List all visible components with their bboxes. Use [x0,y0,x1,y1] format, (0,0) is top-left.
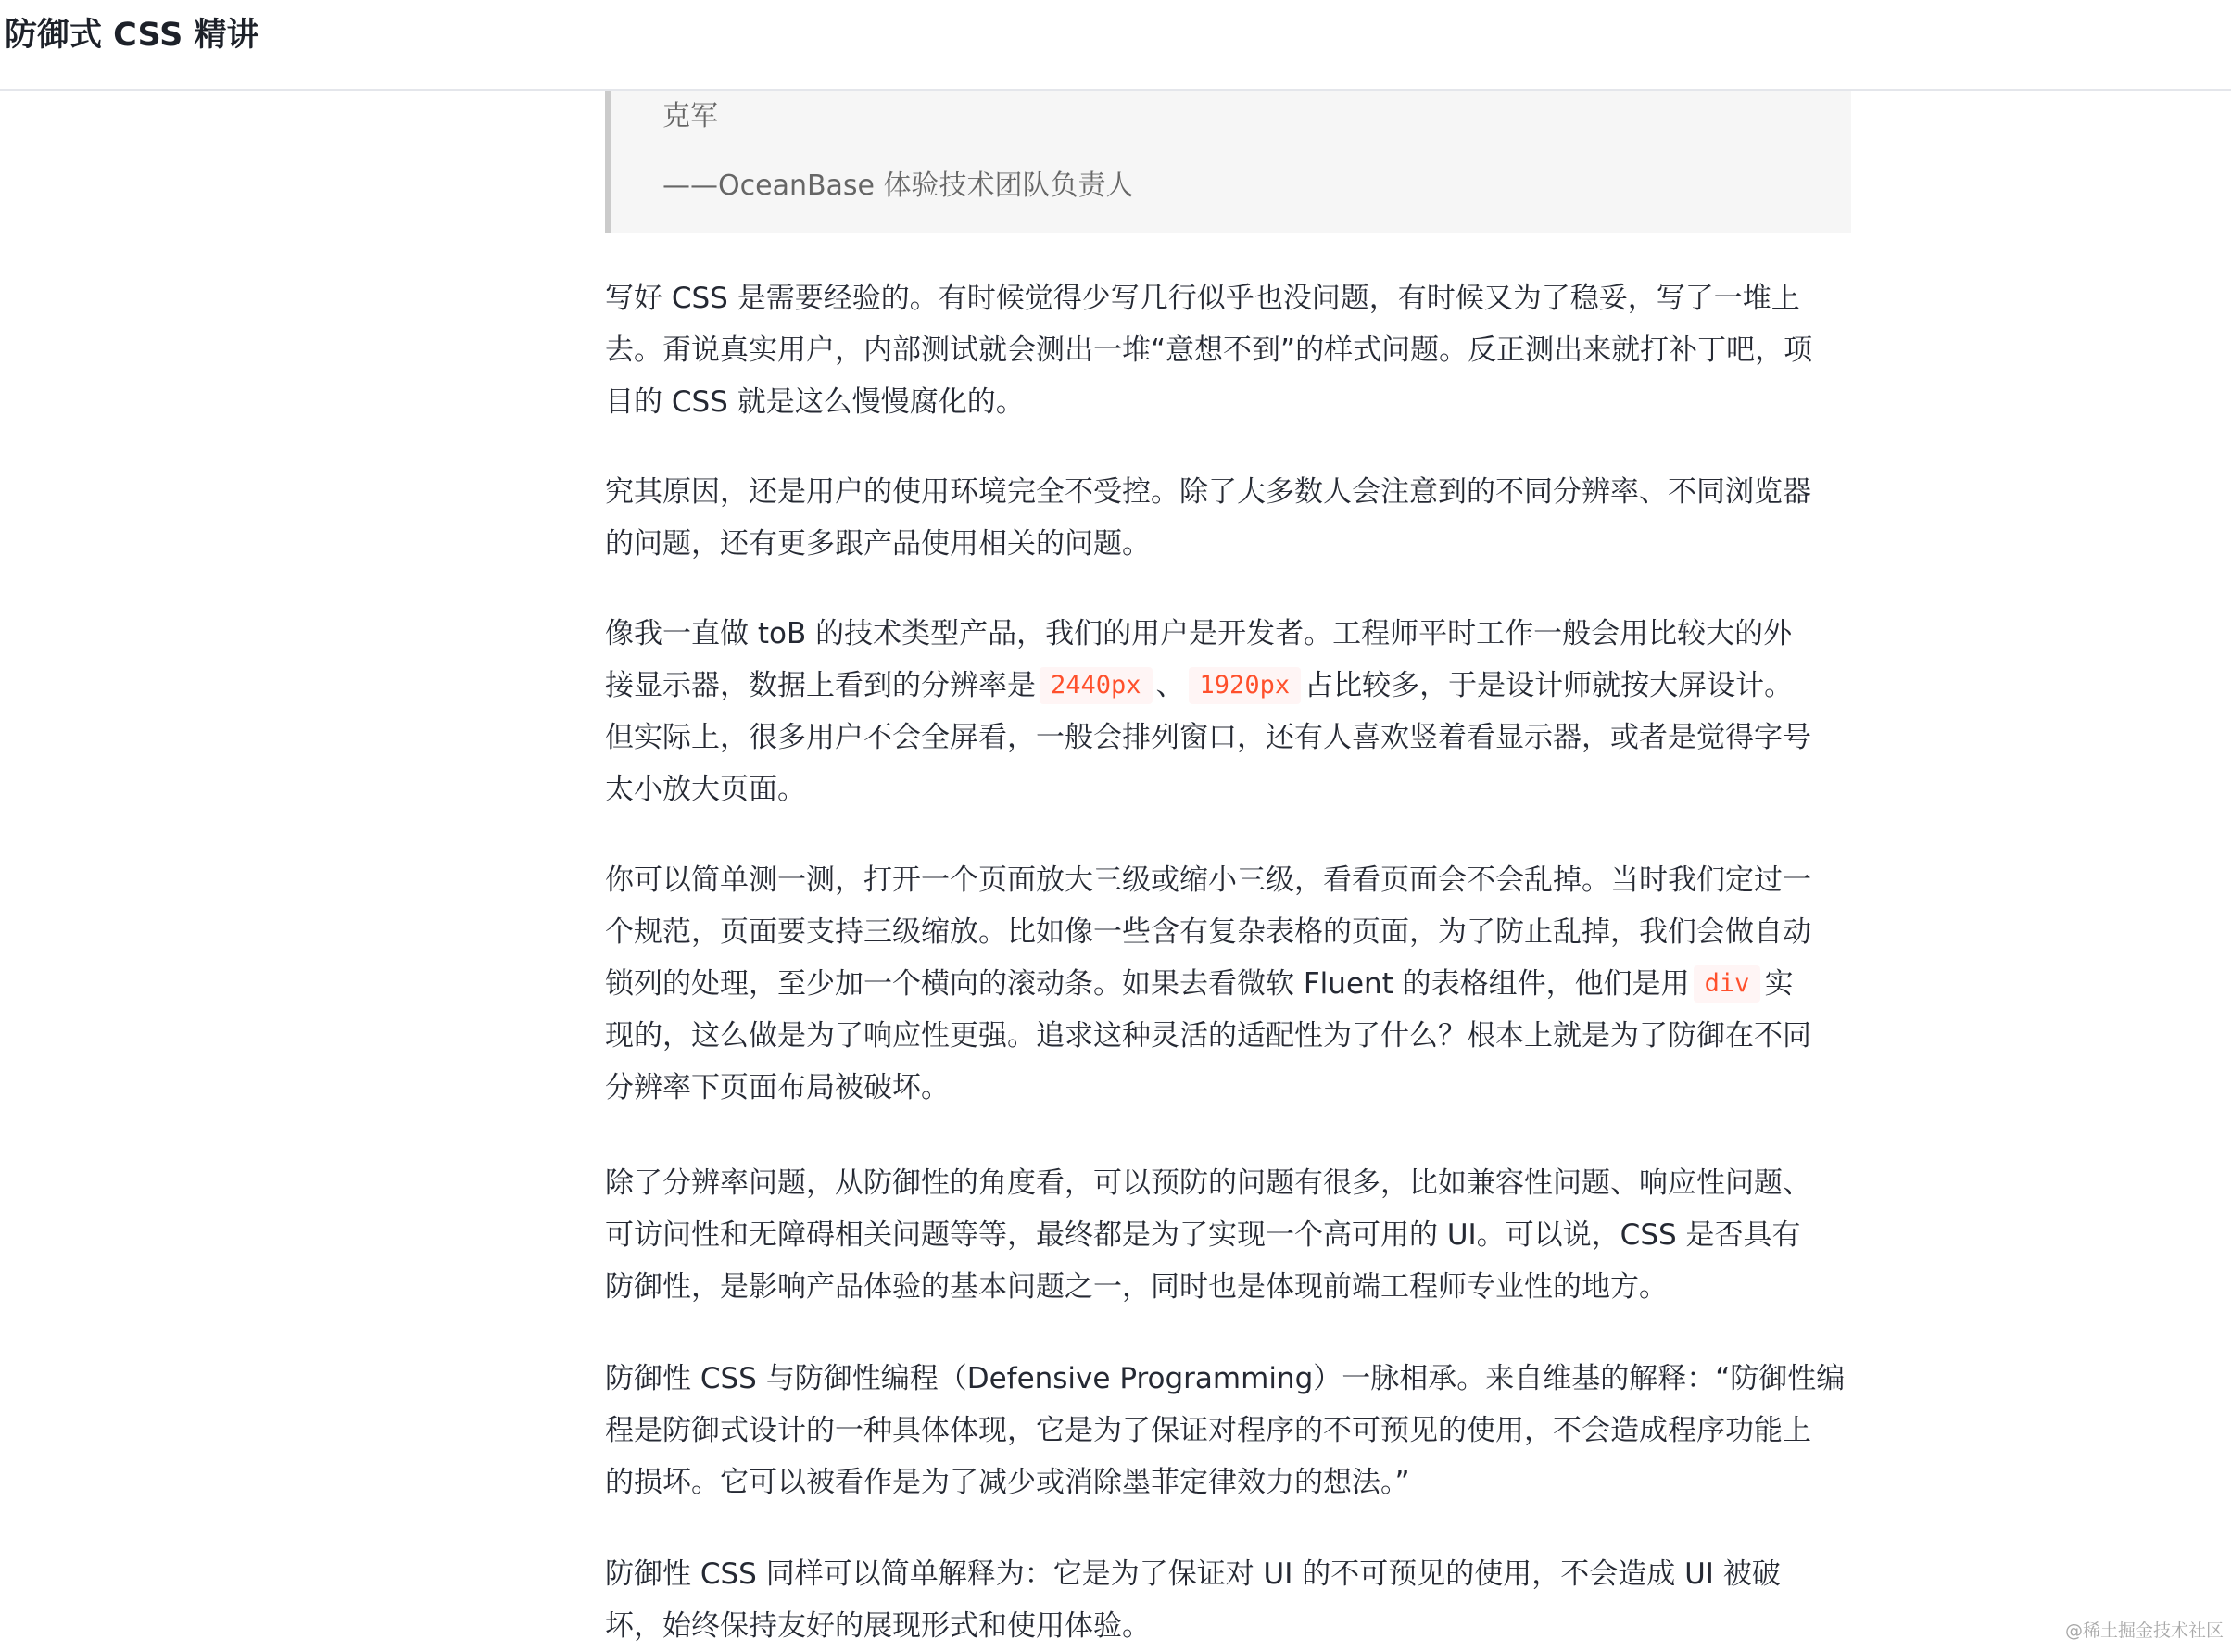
paragraph-6 [605,1353,1851,1508]
paragraph-1 [605,272,1851,428]
paragraph-line: 个规范，页面要支持三级缩放。比如像一些含有复杂表格的页面，为了防止乱掉，我们会做自动 [605,915,1811,949]
paragraph-line: 究其原因，还是用户的使用环境完全不受控。除了大多数人会注意到的不同分辨率、不同浏览器 [605,475,1811,509]
inline-code: 2440px [1040,667,1153,704]
paragraph-line: 程是防御式设计的一种具体体现，它是为了保证对程序的不可预见的使用，不会造成程序功能上 [605,1414,1811,1447]
paragraph-line: 的损坏。它可以被看作是为了减少或消除墨菲定律效力的想法。” [605,1466,1410,1499]
paragraph-line: 但实际上，很多用户不会全屏看，一般会排列窗口，还有人喜欢竖着看显示器，或者是觉得字号 [605,721,1811,754]
paragraph-5 [605,1157,1851,1313]
paragraph-line: 像我一直做 toB 的技术类型产品，我们的用户是开发者。工程师平时工作一般会用比较大的外 [605,617,1793,650]
paragraph-line: 分辨率下页面布局被破坏。 [605,1071,950,1104]
paragraph-line: 除了分辨率问题，从防御性的角度看，可以预防的问题有很多，比如兼容性问题、响应性问题、 [605,1166,1811,1200]
paragraph-line: 去。甭说真实用户，内部测试就会测出一堆“意想不到”的样式问题。反正测出来就打补丁吧，项 [605,334,1813,367]
inline-code: div [1694,965,1761,1003]
paragraph-line: 防御性 CSS 同样可以简单解释为：它是为了保证对 UI 的不可预见的使用，不会造成 UI 被破 [605,1557,1781,1591]
inline-code: 1920px [1189,667,1302,704]
paragraph-4 [605,854,1851,1114]
quote-author: 克军 [662,100,718,132]
paragraph-3 [605,608,1851,815]
top-bar [0,0,2231,91]
paragraph-text: 、 [1155,669,1185,702]
paragraph-line: 现的，这么做是为了响应性更强。追求这种灵活的适配性为了什么？根本上就是为了防御在不同 [605,1019,1811,1053]
paragraph-text: 接显示器，数据上看到的分辨率是 [605,669,1036,702]
paragraph-line [605,660,1851,712]
paragraph-text: 实 [1764,967,1794,1001]
paragraph-line: 防御性 CSS 与防御性编程（Defensive Programming）一脉相承。来自维基的解释：“防御性编 [605,1362,1846,1395]
paragraph-7 [605,1548,1851,1652]
paragraph-line [605,958,1851,1010]
paragraph-text: 锁列的处理，至少加一个横向的滚动条。如果去看微软 Fluent 的表格组件，他们是用 [605,967,1690,1001]
paragraph-line: 防御性，是影响产品体验的基本问题之一，同时也是体现前端工程师专业性的地方。 [605,1270,1668,1304]
article-content [605,91,1851,1643]
paragraph-line: 写好 CSS 是需要经验的。有时候觉得少写几行似乎也没问题，有时候又为了稳妥，写了一堆上 [605,282,1800,315]
quote-role: ——OceanBase 体验技术团队负责人 [662,170,1134,202]
watermark: @稀土掘金技术社区 [2064,1620,2224,1641]
paragraph-2 [605,466,1851,570]
paragraph-line: 坏，始终保持友好的展现形式和使用体验。 [605,1609,1151,1643]
paragraph-line: 目的 CSS 就是这么慢慢腐化的。 [605,385,1025,419]
paragraph-text: 占比较多，于是设计师就按大屏设计。 [1305,669,1794,702]
quote-block [605,91,1851,233]
paragraph-line: 你可以简单测一测，打开一个页面放大三级或缩小三级，看看页面会不会乱掉。当时我们定过一 [605,864,1811,897]
paragraph-line: 可访问性和无障碍相关问题等等，最终都是为了实现一个高可用的 UI。可以说，CSS 是否具有 [605,1218,1801,1252]
paragraph-line: 太小放大页面。 [605,773,806,806]
paragraph-line: 的问题，还有更多跟产品使用相关的问题。 [605,527,1151,561]
book-title[interactable]: 防御式 CSS 精讲 [5,17,259,54]
